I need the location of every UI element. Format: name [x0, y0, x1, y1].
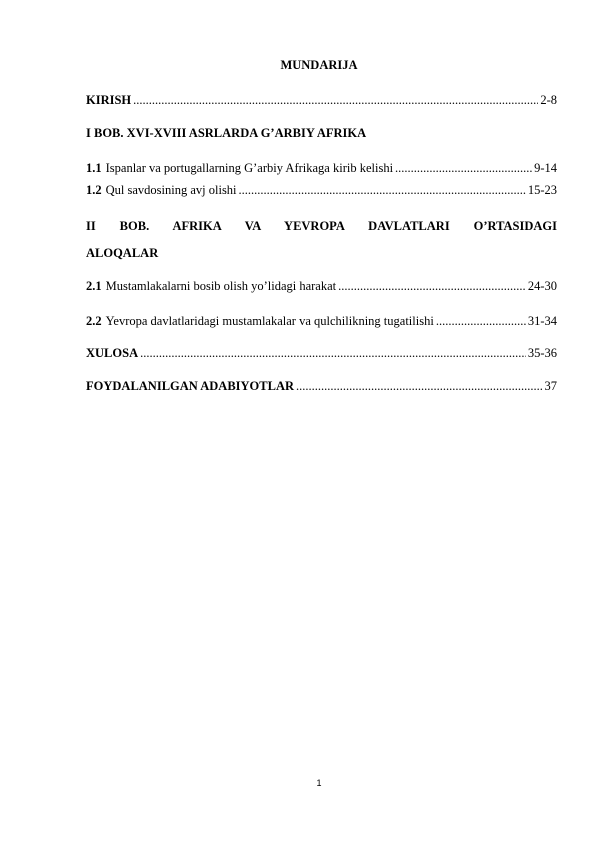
toc-entry-conclusion [86, 345, 557, 361]
toc-page-references: 37 [544, 379, 557, 393]
toc-label-1-2: Qul savdosining avj olishi [105, 183, 237, 197]
chapter-1-heading: I BOB. XVI-XVIII ASRLARDA G’ARBIY AFRIKA [86, 126, 367, 140]
toc-label-conclusion: XULOSA [86, 346, 139, 360]
toc-label-intro: KIRISH [86, 93, 132, 107]
toc-entry-2-1 [86, 278, 557, 294]
toc-entry-1-2 [86, 182, 557, 198]
page-number: 1 [316, 778, 322, 788]
page-title: MUNDARIJA [280, 58, 358, 72]
toc-leader-dots [133, 92, 538, 108]
toc-label-references: FOYDALANILGAN ADABIYOTLAR [86, 379, 295, 393]
toc-number-2-2: 2.2 [86, 314, 102, 328]
toc-label-2-2: Yevropa davlatlaridagi mustamlakalar va qulchilikning tugatilishi [105, 314, 434, 328]
toc-page-conclusion: 35-36 [527, 346, 557, 360]
toc-entry-intro [86, 92, 557, 108]
toc-number-1-2: 1.2 [86, 183, 102, 197]
toc-entry-references [86, 378, 557, 394]
toc-label-2-1: Mustamlakalarni bosib olish yo’lidagi harakat [105, 279, 337, 293]
toc-leader-dots [436, 313, 526, 329]
toc-page-1-2: 15-23 [527, 183, 557, 197]
toc-entry-1-1 [86, 160, 557, 176]
toc-leader-dots [395, 160, 532, 176]
toc-leader-dots [140, 345, 526, 361]
toc-entry-2-2 [86, 313, 557, 329]
toc-label-1-1: Ispanlar va portugallarning G’arbiy Afrikaga kirib kelishi [105, 161, 394, 175]
toc-number-1-1: 1.1 [86, 161, 102, 175]
toc-page-1-1: 9-14 [534, 161, 557, 175]
toc-leader-dots [239, 182, 526, 198]
toc-leader-dots [338, 278, 526, 294]
toc-page-2-1: 24-30 [527, 279, 557, 293]
toc-page-intro: 2-8 [540, 93, 557, 107]
chapter-2-heading: II BOB. AFRIKA VA YEVROPA DAVLATLARI O’RTASIDAGI [86, 219, 557, 233]
chapter-2-heading-continued: ALOQALAR [86, 246, 159, 260]
toc-number-2-1: 2.1 [86, 279, 102, 293]
toc-leader-dots [296, 378, 542, 394]
toc-page-2-2: 31-34 [527, 314, 557, 328]
